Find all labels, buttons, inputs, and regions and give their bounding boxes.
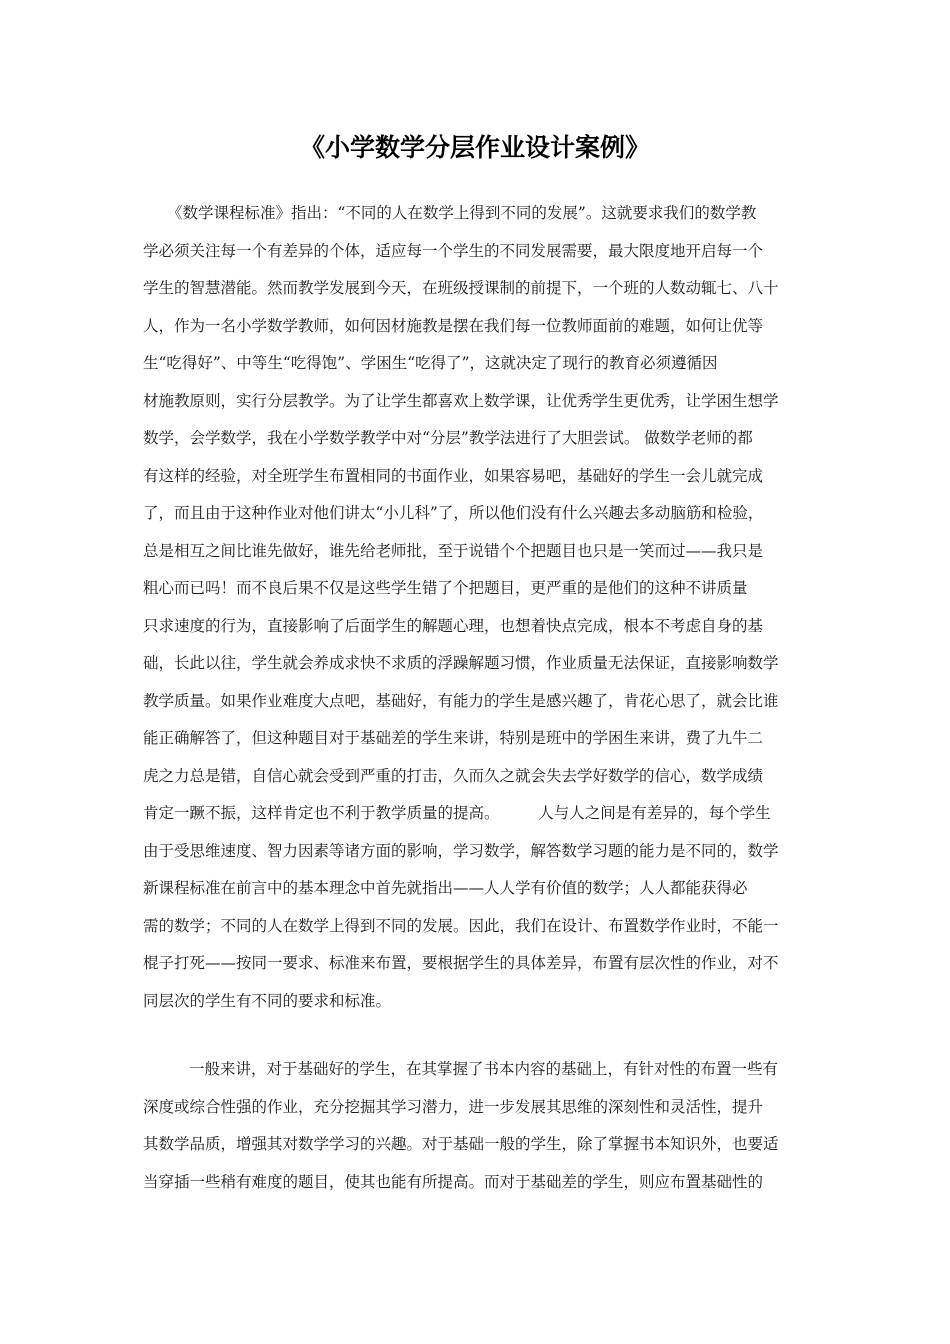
text-line: 教学质量。如果作业难度大点吧，基础好，有能力的学生是感兴趣了，肯花心思了，就会比谁 xyxy=(143,691,779,710)
text-line: 棍子打死——按同一要求、标准来布置，要根据学生的具体差异，布置有层次性的作业，对不 xyxy=(143,954,779,972)
text-line: 生“吃得好”、中等生“吃得饱”、学困生“吃得了”，这就决定了现行的教育必须遵循因 xyxy=(143,354,718,372)
text-line: 其数学品质，增强其对数学学习的兴趣。对于基础一般的学生，除了掌握书本知识外，也要适 xyxy=(143,1135,779,1153)
document-title: 《小学数学分层作业设计案例》 xyxy=(299,133,650,162)
text-line: 学必须关注每一个有差异的个体，适应每一个学生的不同发展需要，最大限度地开启每一个 xyxy=(143,241,764,260)
text-line: 新课程标准在前言中的基本理念中首先就指出——人人学有价值的数学；人人都能获得必 xyxy=(143,879,748,897)
paragraph-1 xyxy=(143,195,819,1020)
text-line: 了，而且由于这种作业对他们讲太“小儿科”了，所以他们没有什么兴趣去多动脑筋和检验， xyxy=(143,504,764,522)
text-line: 粗心而已吗！而不良后果不仅是这些学生错了个把题目，更严重的是他们的这种不讲质量 xyxy=(143,579,748,597)
text-line: 学生的智慧潜能。然而教学发展到今天，在班级授课制的前提下，一个班的人数动辄七、八十 xyxy=(143,279,779,297)
text-line: 人，作为一名小学数学教师，如何因材施教是摆在我们每一位教师面前的难题，如何让优等 xyxy=(143,316,764,335)
text-line: 同层次的学生有不同的要求和标准。 xyxy=(143,991,392,1010)
text-line: 材施教原则，实行分层教学。为了让学生都喜欢上数学课，让优秀学生更优秀，让学困生想学 xyxy=(143,391,779,410)
text-line: 总是相互之间比谁先做好，谁先给老师批，至于说错个个把题目也只是一笑而过——我只是 xyxy=(143,541,764,560)
paragraph-spacer xyxy=(143,1020,819,1051)
text-line: 深度或综合性强的作业，充分挖掘其学习潜力，进一步发展其思维的深刻性和灵活性，提升 xyxy=(143,1097,764,1116)
text-line: 础，长此以往，学生就会养成求快不求质的浮躁解题习惯，作业质量无法保证，直接影响数学 xyxy=(143,654,779,672)
text-line: 肯定一蹶不振，这样肯定也不利于教学质量的提高。 人与人之间是有差异的，每个学生 xyxy=(143,804,771,822)
text-line: 由于受思维速度、智力因素等诸方面的影响，学习数学，解答数学习题的能力是不同的，数学 xyxy=(143,841,779,860)
text-line: 数学，会学数学，我在小学数学教学中对“分层”教学法进行了大胆尝试。 做数学老师的都 xyxy=(143,429,753,447)
text-line: 需的数学；不同的人在数学上得到不同的发展。因此，我们在设计、布置数学作业时，不能一 xyxy=(143,916,779,935)
text-line: 《数学课程标准》指出：“不同的人在数学上得到不同的发展”。这就要求我们的数学教 xyxy=(167,204,757,222)
document-body xyxy=(143,195,819,1201)
text-line: 能正确解答了，但这种题目对于基础差的学生来讲，特别是班中的学困生来讲，费了九牛二 xyxy=(143,729,764,747)
text-line: 虎之力总是错，自信心就会受到严重的打击，久而久之就会失去学好数学的信心，数学成绩 xyxy=(143,766,764,785)
text-line: 只求速度的行为，直接影响了后面学生的解题心理，也想着快点完成，根本不考虑自身的基 xyxy=(143,616,764,635)
text-line: 有这样的经验，对全班学生布置相同的书面作业，如果容易吧，基础好的学生一会儿就完成 xyxy=(143,466,764,485)
text-line: 一般来讲，对于基础好的学生，在其掌握了书本内容的基础上，有针对性的布置一些有 xyxy=(189,1060,779,1078)
text-line: 当穿插一些稍有难度的题目，使其也能有所提高。而对于基础差的学生，则应布置基础性的 xyxy=(143,1172,764,1191)
paragraph-2 xyxy=(143,1051,819,1201)
